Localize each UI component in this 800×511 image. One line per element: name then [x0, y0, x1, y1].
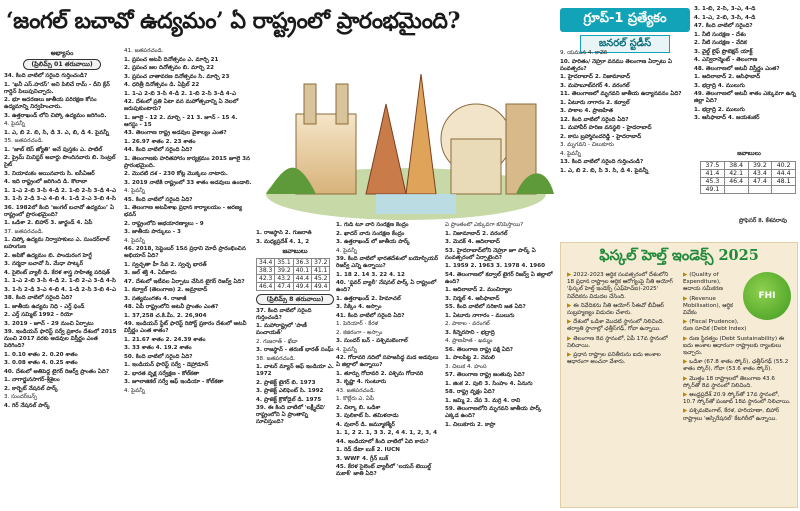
monuments-collage-illustration	[256, 44, 556, 222]
question-list	[694, 6, 798, 122]
question-list	[445, 222, 557, 429]
question-line: 1. తెలంగాణ అటవీశాఖ ప్రధాన కార్యాలయం - అరణ్య భవన్	[124, 205, 243, 218]
answer-cell: 41.1	[312, 266, 330, 274]
question-line: 1. ‘జాబ్ లెస్ జ్యోతి’ అనే పుస్తకం ఎ. పాటిల్	[4, 146, 103, 153]
answer-cell: 36.3	[293, 258, 311, 266]
fiscal-text: (Quality of Expenditure), ఆదాయ సమీకరణ	[682, 272, 723, 293]
question-line: 3. WWF 4. గ్రీన్ బుక్	[336, 455, 389, 462]
fiscal-text: (Fiscal Prudence), రుణ సూచిక (Debt Index)	[682, 319, 747, 333]
question-line: 58. రాష్ట్ర వృక్షం ఏది?	[445, 389, 495, 395]
question-line: 54. తెలంగాణలో కవ్వాల్ టైగర్ రిజర్వ్ ఏ జిల్లాలో ఉంది?	[445, 271, 553, 285]
question-list	[336, 222, 441, 478]
question-line: 59. తెలంగాణలోని మృగవని జాతీయ పార్క్ ఎక్కడ ఉంది?	[445, 406, 542, 419]
question-line: 1. 0.10 శాతం 2. 0.20 శాతం	[4, 351, 78, 358]
question-line: 3. కృష్ణా 4. గుంటూరు	[336, 379, 387, 385]
question-line: 3. పులికాట్ సి. తమిళనాడు	[336, 413, 399, 419]
answer-cell	[772, 186, 796, 194]
question-line: 1. జాతీయ ఉద్యమ నిధి - ఎర్త్ ఫండ్	[4, 303, 85, 310]
answer-cell	[724, 186, 748, 194]
question-line: 3. రాజస్థాన్ - తరుణ్ భారత్ సంఘ్	[256, 347, 334, 353]
question-line: 3. జాతీయ పార్కులు - 3	[124, 229, 181, 235]
question-line: 1. ఆదిలాబాద్ 2. ఆసిఫాబాద్	[694, 74, 761, 80]
bullet-arrow-icon: ▶	[567, 352, 574, 359]
question-line: 1. 1959 2. 1963 3. 1978 4. 1960	[445, 263, 545, 269]
question-line: 4. ఇది రాష్ట్రంలో జరిగింది డి. కొలాబా	[4, 179, 88, 185]
answers-row	[701, 178, 796, 186]
question-line: 1. ప్రపంచ అటవీ దినోత్సవం ఎ. మార్చి 21	[124, 56, 219, 63]
question-line: 49. ఇండియన్ స్టేట్ ఫారెస్ట్ రిపోర్ట్ ప్రకారం దేశంలో అటవీ విస్తీర్ణం ఎంత శాతం?	[124, 321, 247, 334]
question-line: 1. 26.97 శాతం 2. 23 శాతం	[124, 138, 196, 145]
question-line: 1. మహారాష్ట్రలో 'పాణీ పంచాయత్'	[256, 323, 307, 336]
answers-row	[701, 186, 796, 194]
banner-title: గ్రూప్-1 ప్రత్యేకం	[560, 8, 690, 32]
question-line: 4. ఎన్విరాన్మెంట్ - తెలంగాణ	[694, 57, 758, 63]
question-line: 45. కింది వాటిలో సరైంది ఏది?	[124, 196, 193, 203]
question-line: 55. కింది వాటిలో సరికాని జత ఏది?	[445, 304, 526, 310]
fiscal-paragraph	[567, 303, 677, 317]
question-line: 3. మహబూబ్‌నగర్ 4. వరంగల్	[560, 82, 630, 89]
bullet-arrow-icon: ▶	[682, 375, 690, 382]
bullet-arrow-icon: ▶	[682, 392, 690, 399]
fiscal-paragraph	[683, 319, 791, 333]
question-line: 2. భూ ఆదరణలు జాతీయ పరిరక్షణ కోసం ఉద్యమాన్ని నిర్వహించారు.	[4, 97, 97, 110]
question-line: 53. హైదరాబాద్‌లోని నెహ్రూ జూ పార్క్ ఏ సంవత్సరంలో ఏర్పాటైంది?	[445, 247, 536, 261]
question-line: 1. తూర్పు గోదావరి 2. పశ్చిమ గోదావరి	[336, 370, 424, 377]
question-line: 9. యమున 4. కావేరి	[560, 50, 608, 56]
question-line: 1. మహావీర్ హరిణ వనస్థలి - హైదరాబాద్	[560, 125, 652, 131]
answer-cell: 49.1	[701, 186, 725, 194]
question-line: 2. కాసు బ్రహ్మానందరెడ్డి - హైదరాబాద్	[560, 133, 642, 140]
answer-cell: 42.1	[724, 170, 748, 178]
question-line: 4. వులార్ డి. జమ్మూకశ్మీర్	[336, 421, 395, 428]
question-line: 1. నిజామాబాద్ 2. వరంగల్	[445, 230, 508, 237]
fiscal-paragraph	[567, 352, 677, 366]
question-list	[124, 48, 252, 395]
question-line: 2. భారత వృక్ష సర్వేక్షణ - కోల్‌కతా	[124, 370, 200, 377]
answer-cell: 49.4	[312, 282, 330, 290]
question-line: 2. నీటి సంరక్షణ - వేదిక	[694, 40, 747, 46]
author-credit: ప్రొఫెసర్ కె. కేశవరావు	[738, 218, 788, 224]
question-line: 1. జూలై - 12 2. మార్చి - 21 3. జూన్ - 15 4. ఆగస్టు - 15	[124, 114, 238, 128]
answers-row	[257, 266, 330, 274]
fiscal-text: తెలంగాణ 8వ స్థానంలో, ఏపీ 17వ స్థానంలో నిలిచాయి.	[567, 335, 668, 349]
bullet-arrow-icon: ▶	[682, 408, 690, 415]
answers-row	[701, 170, 796, 178]
question-line: 1. జింక 2. పులి 3. సింహం 4. ఏనుగు	[445, 380, 533, 387]
bullet-arrow-icon: ▶	[567, 335, 574, 342]
question-line: 3. 1-బి, 2-సి, 3-ఎ, 4-డి	[694, 6, 756, 12]
answer-cell: 39.2	[748, 162, 772, 170]
question-line: 1. పాలపిట్ట 2. నెమలి	[445, 355, 495, 361]
question-line: 1. కవ్వాల్ (తెలంగాణ) 2. అమ్రాబాద్	[124, 287, 208, 293]
answers-row	[701, 162, 796, 170]
question-line: 36. 1982లో కింది ‘జంగల్ బచావో ఉద్యమం’ ఏ రాష్ట్రంలో ప్రారంభమైంది?	[4, 204, 114, 218]
question-line: 2. ప్రైమ్ మినిస్టర్ అవార్డు పొందినవారు బి. సెంట్రల్ సైట్	[4, 155, 116, 168]
question-line: 2. మొదటి దశ - 230 కోట్ల మొక్కలు నాటారు.	[124, 171, 228, 177]
question-line: 44. కింది వాటిలో సరైంది ఏది?	[124, 147, 193, 153]
column-answers-and-prelims-8	[256, 230, 334, 510]
answer-cell: 46.4	[724, 178, 748, 186]
fiscal-paragraph	[567, 319, 677, 333]
question-line: 3. సుందర్ బన్ - పశ్చిమబెంగాల్	[336, 338, 408, 344]
bullet-arrow-icon: ▶	[567, 302, 574, 309]
answer-cell: 39.2	[275, 266, 293, 274]
answer-cell: 46.4	[257, 282, 275, 290]
question-line: 1. 1-ఎ 2-బి 3-సి 4-డి 2. 1-బి 2-ఎ 3-డి 4-సి	[4, 278, 116, 284]
column-right-questions	[560, 50, 690, 230]
banner-subtitle: జనరల్ స్టడీస్	[580, 35, 670, 53]
question-line: 39. ఇండియన్ ఫారెస్ట్ సర్వే ప్రకారం దేశంలో 2015 నుంచి 2017 వరకు అడవుల విస్తీర్ణం ఎంత పెరిగింది?	[4, 329, 117, 349]
question-list	[256, 308, 334, 427]
question-line: 41. జతపరచండి.	[124, 48, 164, 54]
question-line: 3. 2019 నాటికి రాష్ట్రంలో 33 శాతం అడవులు ఉండాలి.	[124, 179, 252, 186]
fiscal-paragraph	[683, 359, 791, 373]
question-line: 3. సుందర్‌బన్స్	[4, 394, 38, 400]
question-line: 1. గుడ్ టూ వార్ సంరక్షణ కేంద్రం	[336, 222, 409, 228]
question-line: 3. ఆసిఫాబాద్ 4. జయశంకర్	[694, 115, 760, 121]
question-list	[256, 230, 334, 246]
fiscal-left-text	[567, 272, 677, 425]
question-line: 4. పైవన్నీ	[560, 150, 581, 157]
question-line: 3. జూలాజికల్ సర్వే ఆఫ్ ఇండియా - కోల్‌కతా	[124, 379, 224, 385]
question-line: 3. 33 శాతం 4. 19.2 శాతం	[124, 345, 192, 351]
question-line: 1. తెలంగాణకు హరితహారం కార్యక్రమం 2015 జూలై 3న ప్రారంభమైంది.	[124, 155, 250, 169]
answer-cell: 47.4	[748, 178, 772, 186]
question-line: 1. ఏటూరు నాగారం - ములుగు	[445, 312, 515, 319]
answer-cell: 45.2	[312, 274, 330, 282]
fiscal-text: పశ్చిమబెంగాల్, కేరళ, హరియాణా, బిహార్ రాష్ట్రాలు 'ఆస్పిరేషనల్' కేటగిరీలో ఉన్నాయి.	[682, 408, 780, 422]
question-line: 45. కేరళ సైలెంట్ వ్యాలీలో 'లయన్ టెయిల్డ్ మకాక్' జాతి ఏది?	[336, 464, 432, 477]
question-line: 3. కిన్నెరసాని - భద్రాద్రి	[445, 329, 495, 336]
question-line: 1. కొల్లేరు ఎ. ఏపీ	[336, 396, 374, 402]
question-line: 4. 1-ఎ, 2-బి, 3-సి, 4-డి	[694, 14, 756, 21]
fiscal-text: (Revenue Mobilisation), ఆర్థిక వివేకం	[682, 295, 733, 317]
fiscal-paragraph	[683, 376, 791, 390]
question-line: 1. ఏటూరు నాగారం 2. కవ్వాల్	[560, 99, 630, 106]
answers-row	[257, 282, 330, 290]
question-line: 2. చిల్కా బి. ఒడిశా	[336, 404, 381, 411]
answer-cell: 37.2	[312, 258, 330, 266]
question-line: 1. నాగార్జునసాగర్-శ్రీశైలం	[4, 377, 60, 383]
answer-cell: 44.4	[293, 274, 311, 282]
answer-cell: 40.2	[772, 162, 796, 170]
question-line: 3. వైల్డ్ లైఫ్ ప్రొటెక్షన్ యాక్ట్	[694, 48, 753, 55]
answer-cell: 42.3	[257, 274, 275, 282]
question-line: 2. ఖాదర్ వారు సంరక్షణ కేంద్రం	[336, 230, 405, 237]
fiscal-text: 2022-2023 ఆర్థిక సంవత్సరంలో దేశంలోని 18 ప్రధాన రాష్ట్రాల ఆర్థిక ఆరోగ్యంపై నీతి ఆయోగ్ 'ఫిస్కల్ హెల్త్ ఇండెక్స్ (ఎఫ్‌హెచ్ఐ)-2025' నివేదికను విడుదల చేసింది.	[567, 272, 673, 300]
answers-heading: జవాబులు	[282, 246, 308, 255]
question-line: 3. ప్రాజెక్ట్ ఎలిఫెంట్ సి. 1992	[256, 388, 324, 394]
answers-heading: జవాబులు	[737, 150, 761, 157]
question-line: 1. పెరియార్ - కేరళ	[336, 321, 379, 327]
question-line: 37. కింది వాటిలో సరైంది గుర్తించండి?	[256, 307, 312, 321]
question-line: 50. కింది వాటిలో సరైంది ఏది?	[124, 353, 193, 360]
bullet-arrow-icon: ▶	[682, 272, 690, 278]
bullet-arrow-icon: ▶	[567, 272, 574, 278]
answers-table	[256, 258, 330, 291]
question-line: 4. ప్రాజెక్ట్ క్రొకోడైల్ డి. 1975	[256, 396, 322, 403]
answers-row	[257, 258, 330, 266]
question-line: 1. ఉత్తరాఖండ్ 2. హిమాచల్	[336, 295, 401, 302]
question-line: 4. పైవన్నీ	[124, 188, 145, 194]
answer-cell: 45.3	[701, 178, 725, 186]
group1-special-banner	[560, 8, 690, 53]
question-line: 3. 1-సి 2-డి 3-ఎ 4-బి 4. 1-డి 2-సి 3-బి 4-ఎ	[4, 286, 116, 293]
question-line: 35. జతపరచండి.	[4, 138, 44, 144]
question-line: 1. ఎ, బి 2. బి, సి, డి 3. ఎ, బి, డి 4. పైవన్నీ	[4, 129, 109, 136]
question-line: 1. ‘ఖనీ ఎస్.హరస్’ అని పిలిచే రామ్ - దీని క్రేన్ గార్డెన్ పిలుపునిచ్చారు.	[4, 81, 110, 95]
answer-cell: 43.4	[748, 170, 772, 178]
question-line: 13. కింది వాటిలో సరైంది గుర్తించండి?	[560, 159, 644, 165]
bullet-arrow-icon: ▶	[682, 295, 690, 302]
answer-cell: 38.3	[257, 266, 275, 274]
question-line: 11. తెలంగాణలో మృగవని జాతీయ ఉద్యానవనం ఏది?	[560, 91, 682, 97]
question-line: 3. నిర్మల్ 4. ఆసిఫాబాద్	[445, 295, 500, 302]
question-line: 4. పైవన్నీ	[124, 237, 145, 244]
fiscal-title: ఫిస్కల్ హెల్త్ ఇండెక్స్ 2025	[599, 247, 759, 264]
question-line: 3. సత్యమంగళం 4. రాజాజీ	[124, 295, 187, 302]
bullet-arrow-icon: ▶	[682, 335, 690, 342]
fiscal-text: ఆంధ్రప్రదేశ్ 20.9 స్కోర్‌తో 17వ స్థానంలో, 10.7 స్కోర్‌తో పంజాబ్ 18వ స్థానంలో నిలిచాయి.	[682, 392, 791, 406]
question-line: 46. 2018, సెప్టెంబర్ 15న ప్రధాని మోదీ ప్రారంభించిన అభియాన్ ఏది?	[124, 246, 246, 259]
question-list	[4, 73, 120, 410]
question-line: 1. ఎ, బి 2. బి, సి 3. సి, డి 4. పైవన్నీ	[560, 167, 649, 174]
question-line: 38. జతపరచండి.	[256, 355, 296, 362]
answer-cell: 47.4	[275, 282, 293, 290]
question-line: 1. జమ్మి 2. వేప 3. మర్రి 4. రావి	[445, 397, 521, 404]
column-questions	[336, 222, 441, 510]
question-line: 2. కజిరంగా - అస్సాం	[336, 329, 383, 336]
question-line: 39. ఈ కింది వాటిలో 'లక్ష్మీదేవి' రాష్ట్రంలోని ఏ ప్రాంతాన్ని సూచిస్తుంది?	[256, 405, 326, 425]
answer-cell: 49.4	[293, 282, 311, 290]
answers-table	[700, 161, 796, 194]
answer-cell: 41.4	[701, 170, 725, 178]
question-line: 47. దేశంలో ఇటీవల ఏర్పాటు చేసిన టైగర్ రిజర్వ్ ఏది?	[124, 278, 245, 285]
answer-cell: 38.4	[724, 162, 748, 170]
question-line: 1. చిలుకూరు 2. కాప్రా	[445, 421, 496, 428]
question-line: 3. పాకాల 4. ప్రాణహిత	[560, 108, 614, 114]
question-line: 1. రాజస్థాన్ 2. గుజరాత్	[256, 230, 312, 236]
question-line: 43. తెలంగాణ రాష్ట్ర అడవుల వైశాల్యం ఎంత?	[124, 130, 227, 136]
question-line: 3. నియామకం అయినవారు సి. ఐసీఏఆర్	[4, 170, 95, 177]
question-line: 1. ఆదిలాబాద్ 2. మంచిర్యాల	[445, 287, 512, 293]
fiscal-text: ఈ నివేదికను నీతి ఆయోగ్ సీఈవో బీవీఆర్ సుబ్రహ్మణ్యం విడుదల చేశారు.	[567, 302, 664, 317]
question-line: 4. పైవన్నీ	[336, 247, 357, 254]
fiscal-paragraph	[683, 336, 791, 358]
question-line: 57. తెలంగాణ రాష్ట్ర జంతువు ఏది?	[445, 372, 525, 378]
bullet-arrow-icon: ▶	[567, 319, 574, 326]
question-line: 3. నర్మదా బచావో సి. మేధా పాట్కర్	[4, 261, 84, 267]
fiscal-paragraph	[567, 272, 677, 301]
question-line: 48. ఏపీ రాష్ట్రంలోని అటవీ ప్రాంతం ఎంత?	[124, 304, 219, 310]
question-line: 1. ఇండియన్ ఫారెస్ట్ సర్వే - డెహ్రాడూన్	[124, 362, 209, 368]
question-line: 12. కింది వాటిలో సరైంది ఏది?	[560, 116, 629, 123]
fiscal-text: రుణ స్థిరత్వం (Debt Sustainability) ఈ ఐదు అంశాల ఆధారంగా రాష్ట్రాలకు ర్యాంకులు ఇచ్చారు.	[682, 335, 785, 357]
question-line: 3. 1-సి 2-డి 3-ఎ 4-బి 4. 1-డి 2-ఎ 3-బి 4-సి	[4, 196, 116, 202]
question-line: 1. 1-ఎ 2-బి 3-సి 4-డి 2. 1-బి 2-సి 3-డి 4-ఎ	[4, 187, 116, 194]
question-line: 1. 1, 2 2. 1, 3 3. 2, 4 4. 1, 2, 3, 4	[336, 430, 438, 436]
question-line: 1. వాటర్ మ్యాన్ ఆఫ్ ఇండియా ఎ. 1972	[256, 364, 334, 377]
question-line: 3. జల్ శక్తి 4. ఏదీకాదు	[124, 270, 177, 276]
question-line: 1. హైదరాబాద్ 2. నిజామాబాద్	[560, 74, 631, 80]
question-line: 44. ఇండియాలో కింది వాటిలో ఏది కాదు?	[336, 438, 429, 445]
question-line: 1. 21.67 శాతం 2. 24.39 శాతం	[124, 336, 206, 343]
fhi-logo: FHI	[743, 272, 791, 320]
question-line: 10. హరితం/ నెహ్రూ వనము తెలంగాణ ఏర్పాటు ఏ సంవత్సరం?	[560, 58, 673, 72]
answer-cell: 34.4	[257, 258, 275, 266]
fiscal-right-text	[683, 272, 791, 425]
question-line: 3. 2019 - జూన్ - 29 నుంచి ఏర్పాటు	[4, 320, 94, 327]
question-line: 37. జతపరచండి.	[4, 228, 44, 235]
question-line: 3. చిలుక 4. హంస	[445, 363, 487, 370]
question-line: 2. ప్రపంచ జల దినోత్సవం బి. మార్చి 22	[124, 65, 215, 71]
question-line: 41. కింది వాటిలో సరైంది ఏది?	[336, 312, 405, 319]
column-prelims-01	[4, 48, 120, 510]
section-pill: (ప్రిలిమ్స్ 01 తరువాయి)	[23, 59, 101, 70]
question-line: 4. సైలెంట్ వ్యాలీ డి. కేరళ శాస్త్ర సాహిత్య పరిషత్	[4, 269, 110, 276]
question-line: 3. 0.08 శాతం 4. 0.25 శాతం	[4, 360, 78, 366]
question-line: 3. సిక్కిం 4. అస్సాం	[336, 304, 382, 310]
question-line: 1. చిప్కో ఉద్యమ నిర్వాహకులు ఎ. సుందర్‌లాల్ బహుగుణ	[4, 237, 110, 250]
fiscal-paragraph	[683, 392, 791, 406]
answers-row	[257, 274, 330, 282]
column-questions	[445, 222, 557, 510]
question-line: 3. మధ్యప్రదేశ్ 4. 1, 2	[256, 238, 310, 245]
question-line: 3. ఉత్తరాఖండ్ లో జాతీయ పార్క్	[336, 239, 410, 245]
question-line: 3. మెదక్ 4. ఆదిలాబాద్	[445, 239, 500, 245]
question-line: 1. 37,258 చ.కి.మీ. 2. 26,904	[124, 312, 207, 319]
headline: ‘జంగల్ బచావో ఉద్యమం’ ఏ రాష్ట్రంలో ప్రారంభమైంది?	[6, 8, 460, 34]
section-heading: అభ్యాసం	[50, 49, 74, 57]
column-questions-41-50	[124, 48, 252, 510]
fiscal-paragraph	[567, 336, 677, 350]
question-line: 2. గుజరాత్ - ఖేడా	[256, 338, 298, 345]
fiscal-health-index-box	[560, 242, 798, 508]
question-line: 2. కార్బెట్ నేషనల్ పార్క్	[4, 385, 59, 392]
question-line: 42. దేశంలో ప్రతి ఏటా వన మహోత్సవాన్ని ఏ నెలలో జరుపుకుంటారు?	[124, 99, 239, 112]
question-line: 2. పాకాల - వరంగల్	[445, 321, 490, 327]
answer-cell: 48.1	[772, 178, 796, 186]
question-line: 2. అపికో ఉద్యమం బి. పాండురంగ హెగ్డే	[4, 252, 92, 259]
bullet-arrow-icon: ▶	[682, 319, 690, 326]
question-line: 4. పైవన్నీ	[4, 121, 25, 127]
question-line: 40. దేశంలో అతిపెద్ద టైగర్ రిజర్వ్ ప్రాంతం ఏది?	[4, 368, 110, 375]
question-list	[560, 50, 690, 175]
question-line: 1. ఒడిశా 2. బిహార్ 3. జార్ఖండ్ 4. ఏపీ	[4, 220, 93, 226]
question-line: 1. స్వచ్ఛతా హీ సేవ 2. స్వచ్ఛ భారత్	[124, 261, 207, 268]
question-line: 40. 'ఫ్లవర్ వ్యాలీ' నేషనల్ పార్క్ ఏ రాష్ట్రంలో ఉంది?	[336, 280, 437, 293]
question-line: 2. రాష్ట్రంలోని అభయారణ్యాలు - 9	[124, 220, 204, 227]
fiscal-paragraph	[683, 408, 791, 422]
section-pill: (ప్రిలిమ్స్ 8 తరువాయి)	[256, 294, 334, 305]
answer-cell: 35.1	[275, 258, 293, 266]
question-line: 3. భద్రాద్రి 4. ములుగు	[694, 82, 745, 89]
question-line: 4. ధరిత్రీ దినోత్సవం డి. ఏప్రిల్ 22	[124, 82, 200, 88]
answer-cell: 43.2	[275, 274, 293, 282]
question-line: 4. పైవన్నీ	[336, 346, 357, 353]
question-line: 43. జతపరచండి.	[336, 387, 376, 394]
question-line: 38. కింది వాటిలో సరైంది ఏది?	[4, 295, 73, 301]
question-line: 3. మృగవని - చిలుకూరు	[560, 142, 614, 148]
question-line: 1. రెడ్ డేటా బుక్ 2. IUCN	[336, 447, 400, 453]
question-line: 2. ప్రాజెక్ట్ టైగర్ బి. 1973	[256, 379, 316, 386]
answer-cell: 37.5	[701, 162, 725, 170]
question-line: ఏ ప్రాంతంలో ఎక్కువగా కనిపిస్తాయి?	[445, 222, 524, 228]
fiscal-text: మొత్తం 18 రాష్ట్రాలలో తెలంగాణ 43.6 స్కోర్‌తో 8వ స్థానంలో నిలిచింది.	[682, 375, 775, 389]
question-line: 3. ప్రపంచ వాతావరణ దినోత్సవం సి. మార్చి 23	[124, 73, 230, 80]
bullet-arrow-icon: ▶	[682, 359, 690, 366]
question-line: 42. గోదావరి నదిలో సహజసిద్ధ మడ అడవులు ఏ జిల్లాలో ఉన్నాయి?	[336, 355, 439, 368]
question-line: 1. నీటి సంరక్షణ - దేశం	[694, 31, 746, 38]
answer-cell: 40.1	[293, 266, 311, 274]
fiscal-text: ఒడిశా (67.8 శాతం స్కోర్), ఛత్తీస్‌గఢ్ (55.2 శాతం స్కోర్), గోవా (53.6 శాతం స్కోర్).	[682, 359, 789, 373]
question-line: 48. తెలంగాణలో అటవీ విస్తీర్ణం ఎంత?	[694, 65, 780, 72]
question-line: 4. గిర్ నేషనల్ పార్క్	[4, 402, 50, 409]
question-line: 1. 18 2. 14 3. 22 4. 12	[336, 271, 405, 278]
answer-cell: 44.4	[772, 170, 796, 178]
question-line: 4. పైవన్నీ	[124, 387, 145, 394]
question-line: 1. భద్రాద్రి 2. ములుగు	[694, 106, 745, 113]
question-line: 47. కింది వాటిలో సరైంది?	[694, 23, 753, 29]
fiscal-text: దేశంలో ఒడిశా మొదటి స్థానంలో నిలిచింది. తర్వాతి స్థానాల్లో ఛత్తీస్‌గఢ్, గోవా ఉన్నాయి.	[567, 319, 665, 333]
fiscal-text: ప్రధాన రాష్ట్రాల పనితీరును ఐదు అంశాల ఆధారంగా అంచనా వేశారు.	[567, 352, 661, 366]
question-line: 4. ప్రాణహిత - ఖమ్మం	[445, 338, 493, 344]
question-line: 3. ఉత్తరాఖండ్ లోని చిప్కో ఉద్యమం జరిగింది.	[4, 112, 107, 119]
question-line: 39. కింది వాటిలో భారతదేశంలో బయోస్ఫియర్ రిజర్వ్ ఎన్ని ఉన్నాయి?	[336, 256, 439, 269]
question-line: 56. తెలంగాణ రాష్ట్ర పక్షి ఏది?	[445, 346, 514, 353]
question-line: 49. తెలంగాణలో అటవీ శాతం ఎక్కువగా ఉన్న జిల్లా ఏది?	[694, 91, 796, 104]
question-line: 2. ఎర్త్ సమ్మిట్ 1992 - రియో	[4, 312, 73, 318]
question-line: 34. కింది వాటిలో సరైంది గుర్తించండి?	[4, 73, 88, 79]
answer-cell	[748, 186, 772, 194]
question-line: 1. 1-ఎ 2-బి 3-సి 4-డి 2. 1-బి 2-సి 3-డి 4-ఎ	[124, 90, 236, 97]
